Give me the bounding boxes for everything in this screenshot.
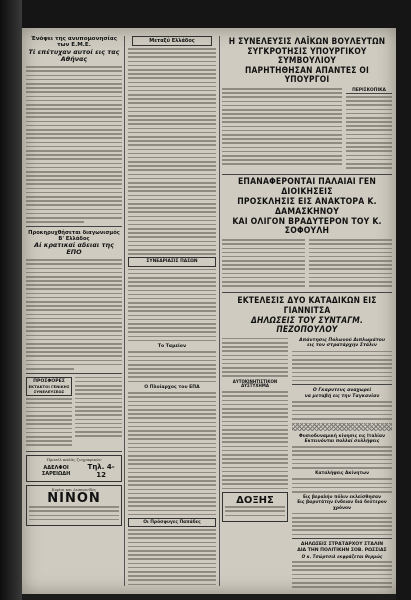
ad-line: Προσέλ καλάς ζωγραφικών xyxy=(46,457,102,463)
newspaper-page xyxy=(22,28,396,594)
advertisement-box xyxy=(222,492,288,522)
headline: ΔΗΛΩΣΕΙΣ ΤΟΥ ΣΥΝΤΑΓΜ. ΠΕΖΟΠΟΥΛΟΥ xyxy=(250,314,364,335)
column-rule xyxy=(124,36,125,586)
article-body-text xyxy=(128,351,216,382)
article-headline: Ένόψει της ανυπομονησίας των Ε.Μ.Ε. xyxy=(30,36,118,49)
section-header-box: Μεταξύ Ελλάδος xyxy=(132,36,212,46)
article-body-text xyxy=(292,351,392,382)
advertisement-box xyxy=(26,485,122,526)
article-headline: Προκηρυχθήσεται διαγωνισμός Β' Ελλάδος xyxy=(28,229,120,242)
middle-column xyxy=(128,34,216,588)
section-heading: εις τον στρατάρχην Στάλιν xyxy=(307,343,377,349)
sidebar-title: ΠΕΡΙΣΚΟΠΙΚΑ xyxy=(346,88,392,94)
article-body-text xyxy=(222,239,305,289)
advertisement-box xyxy=(26,455,122,481)
headline: ΕΚΤΕΛΕΣΙΣ ΔΥΟ ΚΑΤΑΔΙΚΩΝ ΕΙΣ ΓΙΑΝΝΙΤΣΑ xyxy=(237,295,377,315)
ad-subtitle: ΕΚΤΑΚΤΟΙ ΓΕΝΙΚΗΣ ΣΥΝΕΛΕΥΣΕΩΣ xyxy=(28,383,70,395)
ad-brand: ΔΟΞΗΣ xyxy=(236,495,274,507)
section-heading: να μεταβή εις την Ταγκανίαν xyxy=(304,393,380,399)
article-subheadline: Αί κρατικαί αδειαι της ΕΠΟ xyxy=(34,240,114,256)
ad-body-text xyxy=(225,506,285,516)
main-headline: ΣΥΓΚΡΟΤΗΣΙΣ ΥΠΟΥΡΓΙΚΟΥ ΣΥΜΒΟΥΛΙΟΥ xyxy=(247,45,367,66)
article-body-text xyxy=(222,391,288,489)
scan-binding-spine xyxy=(0,0,22,600)
main-headline: Η ΣΥΝΕΛΕΥΣΙΣ ΛΑΪΚΩΝ ΒΟΥΛΕΥΤΩΝ xyxy=(228,36,386,46)
article-body-text xyxy=(128,48,216,255)
section-heading: Φυσιοδυναμική κίνησις εις Ιταλίαν xyxy=(299,433,385,439)
headline: ΠΡΟΣΚΛΗΣΙΣ ΕΙΣ ΑΝΑΚΤΟΡΑ Κ. ΔΑΜΑΣΚΗΝΟΥ xyxy=(237,196,377,217)
headline: ΚΑΙ ΟΛΙΓΟΝ ΒΡΑΔΥΤΕΡΟΝ ΤΟΥ Κ. ΣΟΦΟΥΛΗ xyxy=(232,216,382,237)
decorative-divider xyxy=(292,423,392,431)
article-body-text xyxy=(128,529,216,585)
column-rule xyxy=(219,36,220,586)
article-body-text xyxy=(292,401,392,419)
section-header-box: ΣΥΝΕΔΡΙΑΣΙΣ ΠΑΣΩΝ xyxy=(128,257,216,266)
main-headline: ΠΑΡΗΤΗΘΗΣΑΝ ΑΠΑΝΤΕΣ ΟΙ ΥΠΟΥΡΓΟΙ xyxy=(245,64,369,85)
ad-phone: Τηλ. 4-12 xyxy=(87,462,115,479)
article-body-text xyxy=(292,513,392,536)
section-heading: Ο Γκαρντενς αναχωρεί xyxy=(312,388,372,394)
section-heading: Καταλήψεις Ακίνητων xyxy=(315,471,369,477)
section-heading: Εις βεραλήν πόλιν εκλείσθησαν xyxy=(303,495,381,501)
ad-body-text xyxy=(29,506,119,520)
advertisement-box xyxy=(26,377,72,397)
article-body-text xyxy=(128,269,216,342)
left-column xyxy=(26,34,122,588)
section-heading: Απάντησις Πολωνού Διπλωμάτου xyxy=(299,337,385,343)
article-body-text xyxy=(128,392,216,515)
sidebar-body-text xyxy=(346,96,392,169)
section-heading: ΔΙΑ ΤΗΝ ΠΟΛΙΤΙΚΗΝ ΣΟΒ. ΡΩΣΣΙΑΣ xyxy=(297,547,387,553)
article-body-text xyxy=(26,66,122,223)
ad-brand: NINON xyxy=(47,491,101,507)
article-body-text xyxy=(222,338,288,377)
notice-body-text xyxy=(75,377,122,437)
article-body-text xyxy=(222,88,342,165)
scan-right-edge xyxy=(396,28,411,600)
article-body-text xyxy=(309,239,392,289)
ad-title: ΠΡΟΣΦΟΡΕΣ xyxy=(33,378,65,384)
section-heading: Εκτεινόνται πολλαί συλλήψεις xyxy=(304,438,380,444)
section-heading: Το Ταμείον xyxy=(157,343,187,349)
article-body-text xyxy=(292,446,392,469)
article-body-text xyxy=(292,561,392,588)
scan-top-edge xyxy=(22,0,411,28)
article-body-text xyxy=(292,478,392,492)
section-header-box: Οι Πρόσφυγες Παπάδες xyxy=(128,518,216,527)
article-body-text xyxy=(26,259,122,369)
section-heading: Εις βαρυτάτην ένδειαν διά δεύτερον χρόνον xyxy=(297,500,387,511)
section-heading: ΔΗΛΩΣΕΙΣ ΣΤΡΑΤΑΡΧΟΥ ΣΤΑΛΙΝ xyxy=(300,542,384,548)
ad-subtitle: Κυρίαι και Δεσποινίδες xyxy=(51,486,97,492)
ad-brand: ΑΔΕΛΦΟΙ ΣΑΡΕΙΩΔΗ xyxy=(41,464,71,477)
section-heading: ΑΥΤΟΚΙΝΗΤΙΣΤΙΚΟΝ ΔΥΣΤΥΧΗΜΑ xyxy=(232,378,278,389)
section-heading: Ο κ. Τσώρτσιλ εκφράζεται θερμώς xyxy=(301,554,383,560)
headline: ΕΠΑΝΑΦΕΡΟΝΤΑΙ ΠΑΛΑΙΑΙ ΓΕΝ ΔΙΟΙΚΗΣΕΙΣ xyxy=(237,177,377,198)
section-heading: Ο Πλοίαρχος του ΕΠΑ xyxy=(144,384,200,390)
article-subheadline: Τί επέτυχαν αυτοί εις τας Αθήνας xyxy=(28,47,120,64)
ad-body-text xyxy=(26,398,72,446)
right-column xyxy=(222,34,392,588)
